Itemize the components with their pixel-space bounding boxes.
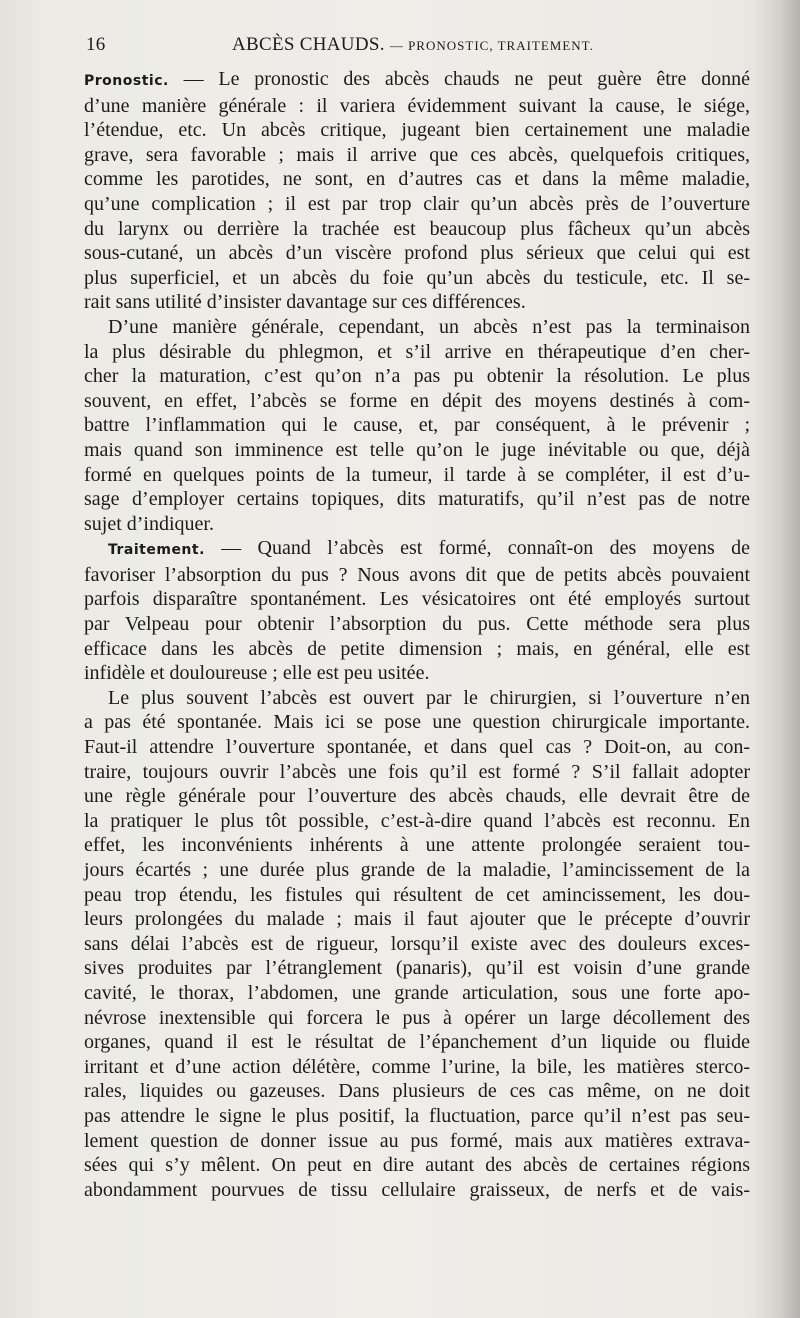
text-line: infidèle et douloureuse ; elle est peu usitée.: [84, 662, 430, 685]
text-line: peau trop étendu, les fistules qui résultent de cet amincissement, les dou-: [84, 883, 750, 906]
text-line: souvent, en effet, l’abcès se forme en dépit des moyens destinés à com-: [84, 389, 750, 412]
text-line: Pronostic. — Le pronostic des abcès chauds ne peut guère être donné: [84, 68, 750, 90]
text-line: D’une manière générale, cependant, un abcès n’est pas la terminaison: [108, 315, 750, 338]
text-line: irritant et d’une action délétère, comme l’urine, la bile, les matières sterco-: [84, 1055, 750, 1078]
body-text: [84, 67, 750, 1202]
text-line: lement question de donner issue au pus formé, mais aux matières extrava-: [84, 1129, 750, 1152]
text-line: sives produites par l’étranglement (panaris), qu’il est voisin d’une grande: [84, 957, 750, 980]
running-title: [232, 34, 594, 56]
page-number: 16: [86, 34, 106, 55]
text-line: une règle générale pour l’ouverture des abcès chauds, elle devrait être de: [84, 785, 750, 808]
text-line: Traitement. — Quand l’abcès est formé, connaît-on des moyens de: [108, 537, 750, 560]
text-line: rait sans utilité d’insister davantage sur ces différences.: [84, 291, 526, 314]
text-line: a pas été spontanée. Mais ici se pose une question chirurgicale importante.: [84, 711, 750, 734]
running-title-main: ABCÈS CHAUDS.: [232, 34, 385, 55]
text-line: mais quand son imminence est telle qu’on le juge inévitable ou que, déjà: [84, 438, 750, 461]
text-line: comme les parotides, ne sont, en d’autres cas et dans la même maladie,: [84, 168, 750, 191]
text-line: effet, les inconvénients inhérents à une attente prolongée seraient tou-: [84, 834, 750, 857]
text-line: plus superficiel, et un abcès du foie qu’un abcès du testicule, etc. Il se-: [84, 266, 750, 289]
text-line: du larynx ou derrière la trachée est beaucoup plus fâcheux qu’un abcès: [84, 217, 750, 240]
section-heading-traitement: Traitement.: [108, 542, 205, 559]
text-line: abondamment pourvues de tissu cellulaire graisseux, de nerfs et de vais-: [84, 1178, 750, 1201]
text-line: parfois disparaître spontanément. Les vésicatoires ont été employés surtout: [84, 588, 750, 611]
text-line: traire, toujours ouvrir l’abcès une fois qu’il est formé ? S’il fallait adopter: [84, 760, 750, 783]
text-line: la pratiquer le plus tôt possible, c’est-à-dire quand l’abcès est reconnu. En: [84, 809, 750, 832]
section-heading-pronostic: Pronostic.: [84, 73, 169, 89]
text-line: Le plus souvent l’abcès est ouvert par le chirurgien, si l’ouverture n’en: [108, 686, 750, 709]
text-line: cavité, le thorax, l’abdomen, une grande articulation, sous une forte apo-: [84, 981, 750, 1004]
text-line: jours écartés ; une durée plus grande de la maladie, l’amincissement de la: [84, 859, 750, 881]
text-line: pas attendre le signe le plus positif, la fluctuation, parce qu’il n’est pas seu-: [84, 1104, 750, 1127]
text-line: favoriser l’absorption du pus ? Nous avons dit que de petits abcès pouvaient: [84, 563, 750, 586]
text-line: leurs prolongées du malade ; mais il faut ajouter que le précepte d’ouvrir: [84, 908, 750, 931]
text-line: organes, quand il est le résultat de l’épanchement d’un liquide ou fluide: [84, 1031, 750, 1054]
text-line: par Velpeau pour obtenir l’absorption du pus. Cette méthode sera plus: [84, 613, 750, 636]
text-line: sujet d’indiquer.: [84, 512, 214, 535]
text-line: qu’une complication ; il est par trop clair qu’un abcès près de l’ouverture: [84, 192, 750, 215]
running-header: [86, 34, 746, 60]
text-line: sans délai l’abcès est de rigueur, lorsqu’il existe avec des douleurs exces-: [84, 932, 750, 955]
running-title-section: — PRONOSTIC, TRAITEMENT.: [389, 38, 594, 53]
text-line: grave, sera favorable ; mais il arrive que ces abcès, quelquefois critiques,: [84, 143, 750, 166]
text-line: efficace dans les abcès de petite dimension ; mais, en général, elle est: [84, 637, 750, 660]
page-gutter-shadow: [754, 0, 800, 1318]
text-line: la plus désirable du phlegmon, et s’il arrive en thérapeutique d’en cher-: [84, 340, 750, 363]
text-line: l’étendue, etc. Un abcès critique, jugeant bien certainement une maladie: [84, 119, 750, 142]
text-line: sées qui s’y mêlent. On peut en dire autant des abcès de certaines régions: [84, 1154, 750, 1177]
text-line: névrose inextensible qui forcera le pus à opérer un large décollement des: [84, 1006, 750, 1029]
text-line: cher la maturation, c’est qu’on n’a pas pu obtenir la résolution. Le plus: [84, 365, 750, 388]
text-line: Faut-il attendre l’ouverture spontanée, et dans quel cas ? Doit-on, au con-: [84, 736, 750, 759]
text-line: sage d’employer certains topiques, dits maturatifs, qu’il n’est pas de notre: [84, 488, 750, 511]
text-line: rales, liquides ou gazeuses. Dans plusieurs de ces cas même, on ne doit: [84, 1080, 750, 1103]
text-line: battre l’inflammation qui le cause, et, par conséquent, à le prévenir ;: [84, 414, 750, 437]
text-line: d’une manière générale : il variera évidemment suivant la cause, le siége,: [84, 94, 750, 117]
text-line: sous-cutané, un abcès d’un viscère profond plus sérieux que celui qui est: [84, 242, 750, 265]
text-line: formé en quelques points de la tumeur, il tarde à se compléter, il est d’u-: [84, 463, 750, 486]
